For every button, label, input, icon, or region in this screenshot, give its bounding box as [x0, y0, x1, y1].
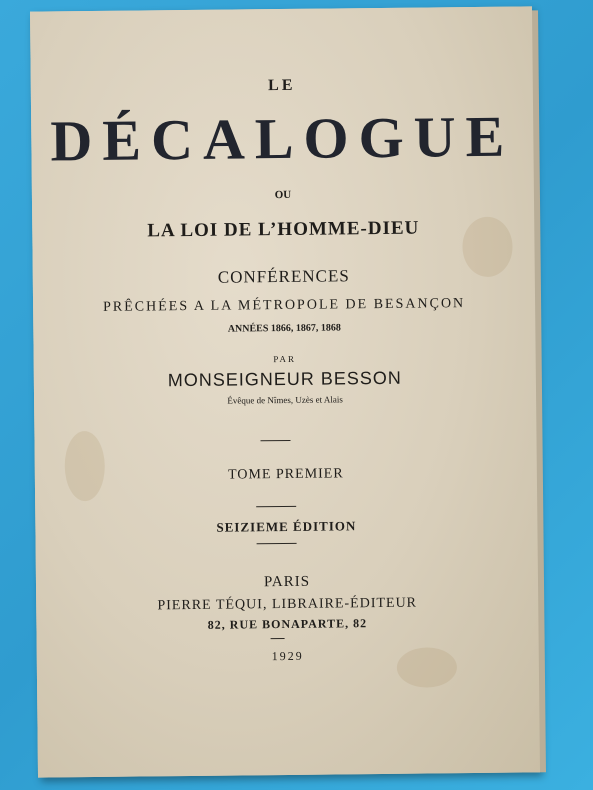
- conferences-heading: CONFÉRENCES: [217, 266, 350, 287]
- divider-rule: [256, 506, 296, 507]
- by-line: PAR: [273, 353, 297, 365]
- publisher-name: PIERRE TÉQUI, LIBRAIRE-ÉDITEUR: [157, 595, 418, 614]
- title-article: LE: [268, 76, 296, 95]
- preached-at-line: PRÊCHÉES A LA MÉTROPOLE DE BESANÇON: [102, 296, 466, 315]
- publisher-city: PARIS: [263, 573, 311, 591]
- publisher-address: 82, RUE BONAPARTE, 82: [207, 616, 368, 632]
- subtitle: LA LOI DE L’HOMME-DIEU: [147, 217, 420, 242]
- divider-rule: [271, 638, 285, 639]
- book: [30, 6, 540, 777]
- volume-label: TOME PREMIER: [227, 466, 344, 483]
- author-name: MONSEIGNEUR BESSON: [167, 367, 402, 391]
- publication-year: 1929: [271, 648, 304, 664]
- main-title: DÉCALOGUE: [50, 103, 515, 174]
- years-line: ANNÉES 1866, 1867, 1868: [227, 322, 341, 335]
- title-conjunction: OU: [274, 188, 292, 202]
- edition-label: SEIZIEME ÉDITION: [216, 518, 357, 535]
- divider-rule: [261, 440, 291, 441]
- divider-rule: [257, 543, 297, 544]
- author-title: Évêque de Nîmes, Uzès et Alais: [227, 394, 343, 406]
- book-cover: [30, 6, 540, 777]
- cover-stain: [64, 431, 105, 501]
